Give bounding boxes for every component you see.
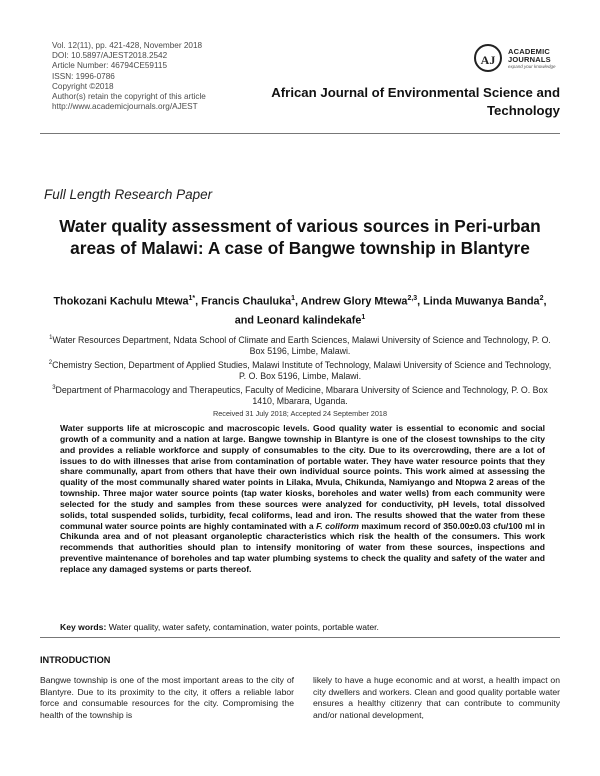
meta-doi: DOI: 10.5897/AJEST2018.2542 [52, 51, 168, 61]
introduction-column-left: Bangwe township is one of the most important areas to the city of Blantyre. Due to its proximity to the city, it offers a reliable labor force and consumable resources for the city. Compromising the health of the township is [40, 675, 294, 720]
affiliation-text: Chemistry Section, Department of Applied Studies, Malawi Institute of Technology, Malawi University of Science and Technology, P. O. Box 5196, Limbe, Malawi. [52, 359, 552, 382]
abstract [60, 423, 545, 575]
abstract-text-continued: maximum record of 350.00±0.03 cfu/100 ml in Chikunda area and of not pleasant organoleptic characteristics which risk the health of the consumers. This work recommends that authorities should plan to intensify monitoring of water from these sources, inspections and preventive maintenance of boreholes and tap water plumbing systems to check the quality and safety of the water and replace any damaged systems or parts thereof. [60, 520, 546, 574]
keywords-text: Water quality, water safety, contamination, water points, portable water. [106, 622, 379, 632]
affiliation-item [44, 383, 556, 408]
affiliation-number: 3 [52, 384, 56, 391]
keywords-divider [40, 637, 560, 638]
paper-title: Water quality assessment of various sources in Peri-urban areas of Malawi: A case of Bangwe township in Blantyre [59, 216, 541, 258]
author-affil-mark: 1* [188, 295, 196, 302]
received-dates: Received 31 July 2018; Accepted 24 September 2018 [212, 409, 388, 418]
author-affil-mark: 2 [539, 295, 544, 302]
meta-url[interactable]: http://www.academicjournals.org/AJEST [52, 102, 198, 112]
introduction-column-right: likely to have a huge economic and at worst, a health impact on city dwellers and workers. Clean and good quality portable water ensures a healthy citizenry that can contribute to community and/or national development, [313, 675, 560, 720]
affiliation-number: 1 [49, 335, 53, 341]
author-name: , Andrew Glory Mtewa [295, 295, 408, 308]
meta-copyright: Copyright ©2018 [52, 81, 114, 91]
section-heading-introduction: INTRODUCTION [40, 655, 111, 665]
author-affil-mark: 1 [361, 313, 366, 321]
author-name: , and Leonard kalindekafe [234, 295, 547, 327]
author-name: , Francis Chauluka [195, 295, 292, 308]
affiliation-number: 2 [48, 359, 53, 366]
author-affil-mark: 1 [291, 295, 296, 302]
keywords-label: Key words: [60, 622, 107, 632]
author-name: Thokozani Kachulu Mtewa [53, 295, 189, 308]
logo-text-journals: JOURNALS [508, 55, 551, 64]
keywords [60, 622, 545, 632]
abstract-text: Water supports life at microscopic and macroscopic levels. Good quality water is essential to economic and social growth of a community and a nation at large. Bangwe township in Blantyre is one of the closest townships to the city and provides a reliable workforce and supply of consumables to the city. Due to its overcrowding, there are a lot of issues to do with illnesses that arise from contamination of portable water. They have water resource points that they share communally, apart from others that have their own individual source points. This work aimed at assessing the quality of the most communally shared water points in Lilaka, Mvula, Chikunda, Namiyango and Ntopwa 2 areas of the township. Three major water source points (tap water kiosks, boreholes and water wells) from each community were selected for the study and samples from these sources were analyzed for conductivity, pH levels, total dissolved solids, total suspended solids, turbidity, fecal coliforms, lead and iron. The results showed that the water from these communal water source points are highly contaminated with a [60, 423, 545, 531]
author-affil-mark: 2,3 [407, 295, 418, 302]
logo-mark: AJ [474, 44, 502, 72]
author-list [52, 291, 548, 328]
paper-type: Full Length Research Paper [44, 187, 213, 202]
affiliation-item [44, 358, 556, 383]
affiliations [44, 333, 556, 408]
header-divider [40, 133, 560, 134]
meta-article-number: Article Number: 46794CE59115 [52, 61, 167, 71]
publisher-logo [474, 44, 589, 80]
affiliation-text: Department of Pharmacology and Therapeutics, Faculty of Medicine, Mbarara University of Science and Technology, P. O. Box 1410, Mbarara, Uganda. [55, 384, 548, 407]
logo-text-academic: ACADEMIC [508, 47, 551, 56]
affiliation-item [44, 333, 556, 358]
journal-name: African Journal of Environmental Science and Technology [271, 85, 560, 118]
logo-tagline: expand your knowledge [508, 64, 556, 69]
article-metadata [52, 41, 206, 112]
author-name: , Linda Muwanya Banda [417, 295, 540, 308]
affiliation-text: Water Resources Department, Ndata School of Climate and Earth Sciences, Malawi University of Science and Technology, P. O. Box 5196, Limbe, Malawi. [52, 334, 551, 357]
abstract-organism: F. coliform [316, 520, 359, 531]
meta-issn: ISSN: 1996-0786 [52, 71, 115, 81]
meta-rights: Author(s) retain the copyright of this article [52, 92, 206, 102]
meta-volume: Vol. 12(11), pp. 421-428, November 2018 [52, 41, 203, 50]
